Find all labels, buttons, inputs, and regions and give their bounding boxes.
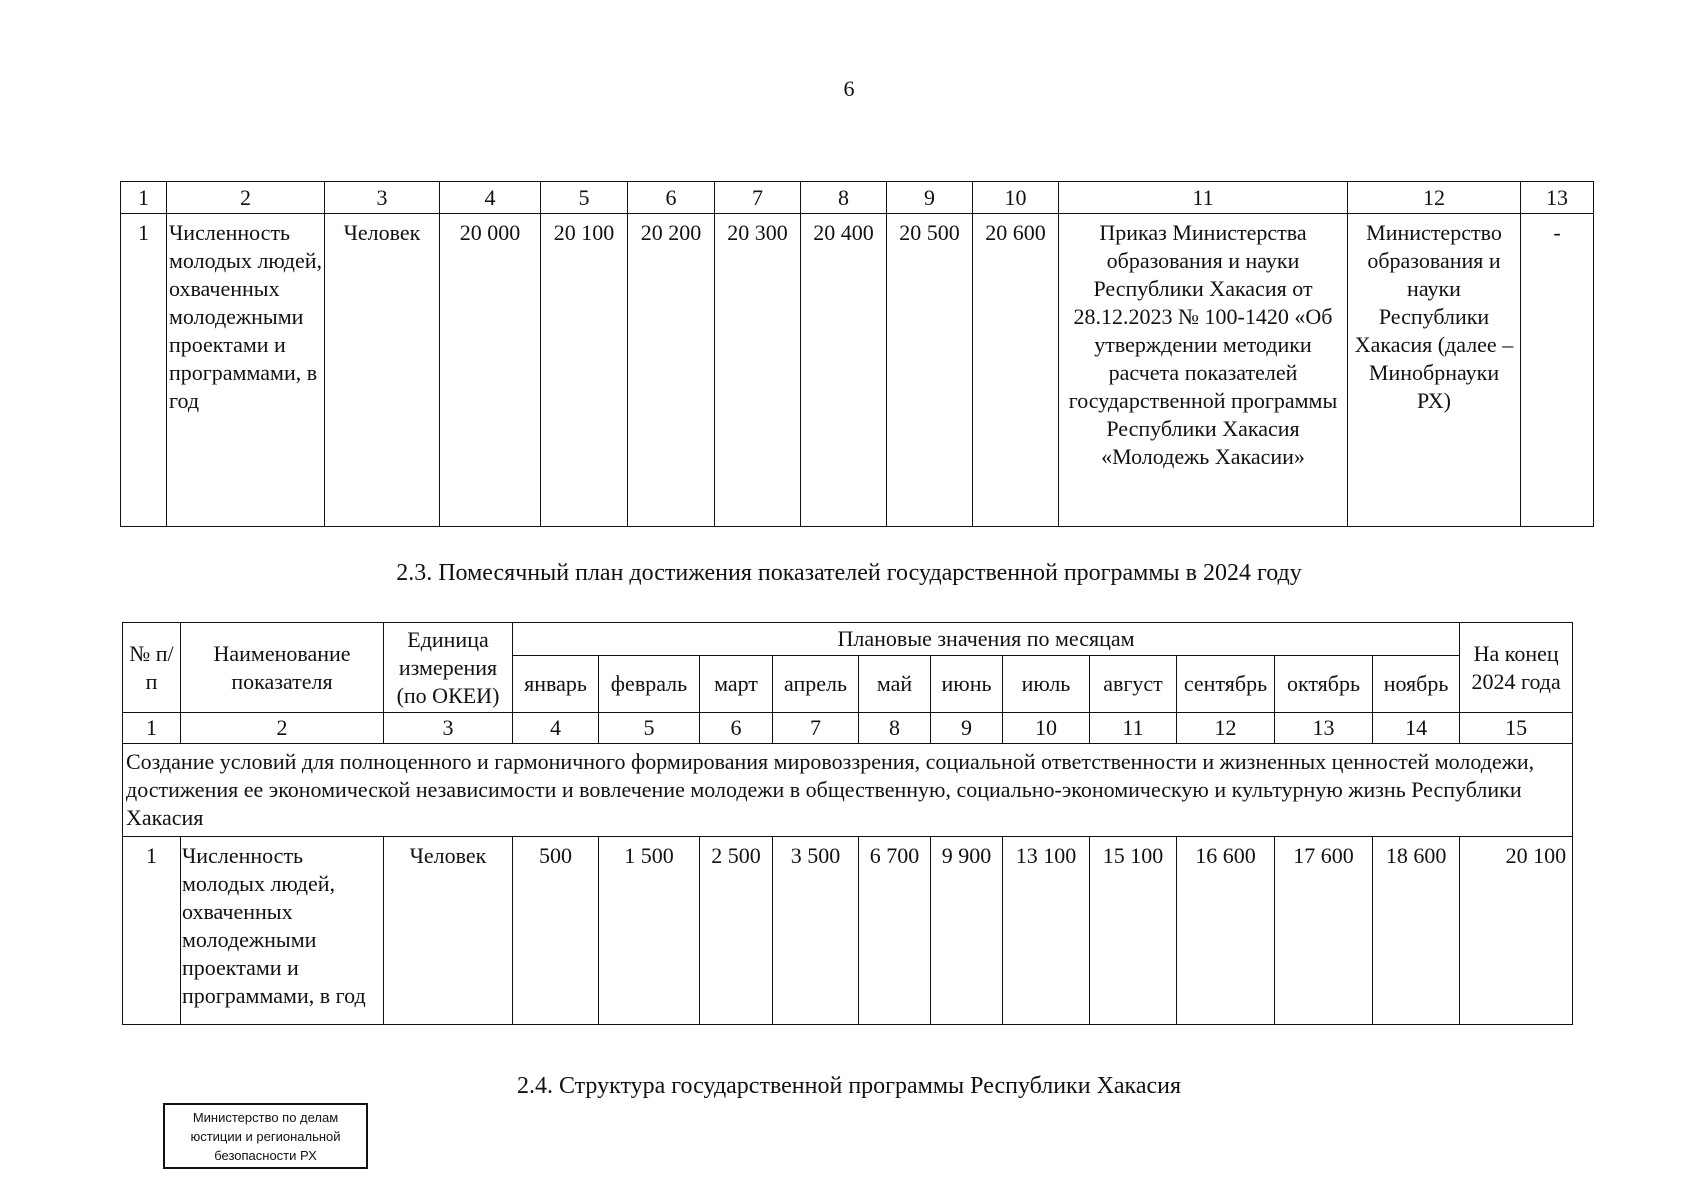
table-header-row	[121, 182, 1594, 214]
column-number: 6	[628, 182, 715, 214]
value-cell: 20 300	[715, 214, 801, 527]
stamp-line: юстиции и региональной	[190, 1129, 341, 1144]
month-value: 6 700	[859, 837, 931, 1025]
column-number: 10	[973, 182, 1059, 214]
header-end: На конец 2024 года	[1460, 623, 1573, 713]
header-plan: Плановые значения по месяцам	[513, 623, 1460, 656]
table-row	[123, 837, 1573, 1025]
month-value: 13 100	[1003, 837, 1090, 1025]
registration-stamp	[163, 1103, 368, 1169]
value-cell: 20 000	[440, 214, 541, 527]
indicators-table	[120, 181, 1594, 527]
month-header: ноябрь	[1373, 656, 1460, 713]
regulatory-document: Приказ Министерства образования и науки Республики Хакасия от 28.12.2023 № 100-1420 «Об утверждении методики расчета показателей государственной программы Республики Хакасия «Молодежь Хакасии»	[1059, 214, 1348, 527]
month-value: 15 100	[1090, 837, 1177, 1025]
column-number: 12	[1348, 182, 1521, 214]
unit: Человек	[384, 837, 513, 1025]
header-unit: Единица измерения (по ОКЕИ)	[384, 623, 513, 713]
indicator-name: Численность молодых людей, охваченных молодежными проектами и программами, в год	[167, 214, 325, 527]
table-row	[121, 214, 1594, 527]
column-number: 1	[121, 182, 167, 214]
column-number: 9	[931, 713, 1003, 744]
stamp-line: Министерство по делам	[192, 1110, 339, 1125]
column-number: 4	[513, 713, 599, 744]
month-value: 9 900	[931, 837, 1003, 1025]
header-name: Наименование показателя	[181, 623, 384, 713]
column-number: 6	[700, 713, 773, 744]
month-value: 17 600	[1275, 837, 1373, 1025]
month-header: февраль	[599, 656, 700, 713]
column-number: 4	[440, 182, 541, 214]
responsible-body: Министерство образования и науки Республики Хакасия (далее – Минобрнауки РХ)	[1348, 214, 1521, 527]
month-header: май	[859, 656, 931, 713]
column-number: 5	[599, 713, 700, 744]
goal-text: Создание условий для полноценного и гармоничного формирования мировоззрения, социальной ответственности и жизненных ценностей молодежи, достижения ее экономической независимости и вовлечение молодежи в общественную, социально-экономическую и культурную жизнь Республики Хакасия	[123, 744, 1573, 837]
column-number: 14	[1373, 713, 1460, 744]
month-value: 16 600	[1177, 837, 1275, 1025]
month-value: 18 600	[1373, 837, 1460, 1025]
column-number: 2	[181, 713, 384, 744]
month-header: январь	[513, 656, 599, 713]
value-cell: 20 400	[801, 214, 887, 527]
column-number: 3	[384, 713, 513, 744]
column-number: 1	[123, 713, 181, 744]
column-number: 3	[325, 182, 440, 214]
column-number: 13	[1521, 182, 1594, 214]
month-header: октябрь	[1275, 656, 1373, 713]
unit: Человек	[325, 214, 440, 527]
month-value: 2 500	[700, 837, 773, 1025]
column-number: 11	[1090, 713, 1177, 744]
row-number: 1	[121, 214, 167, 527]
page-number: 6	[843, 76, 855, 101]
month-value: 1 500	[599, 837, 700, 1025]
stamp-line: безопасности РХ	[214, 1148, 317, 1163]
column-number: 8	[801, 182, 887, 214]
table-header-row	[123, 623, 1573, 656]
column-number: 10	[1003, 713, 1090, 744]
month-header: июнь	[931, 656, 1003, 713]
column-13-value: -	[1521, 214, 1594, 527]
value-cell: 20 200	[628, 214, 715, 527]
month-header: июль	[1003, 656, 1090, 713]
month-header: август	[1090, 656, 1177, 713]
section-title-2-3: 2.3. Помесячный план достижения показателей государственной программы в 2024 году	[396, 560, 1302, 586]
value-cell: 20 100	[541, 214, 628, 527]
month-value: 500	[513, 837, 599, 1025]
month-header: сентябрь	[1177, 656, 1275, 713]
month-header: апрель	[773, 656, 859, 713]
column-number: 12	[1177, 713, 1275, 744]
month-header: март	[700, 656, 773, 713]
month-value: 3 500	[773, 837, 859, 1025]
indicator-name: Численность молодых людей, охваченных молодежными проектами и программами, в год	[181, 837, 384, 1025]
column-number: 15	[1460, 713, 1573, 744]
column-number: 7	[715, 182, 801, 214]
value-cell: 20 500	[887, 214, 973, 527]
column-number: 11	[1059, 182, 1348, 214]
column-number: 7	[773, 713, 859, 744]
column-number: 8	[859, 713, 931, 744]
header-num: № п/п	[123, 623, 181, 713]
goal-row	[123, 744, 1573, 837]
column-numbers-row	[123, 713, 1573, 744]
monthly-plan-table	[122, 622, 1573, 1025]
column-number: 5	[541, 182, 628, 214]
column-number: 9	[887, 182, 973, 214]
column-number: 13	[1275, 713, 1373, 744]
year-end-value: 20 100	[1460, 837, 1573, 1025]
value-cell: 20 600	[973, 214, 1059, 527]
row-number: 1	[123, 837, 181, 1025]
column-number: 2	[167, 182, 325, 214]
section-title-2-4: 2.4. Структура государственной программы Республики Хакасия	[516, 1073, 1182, 1099]
